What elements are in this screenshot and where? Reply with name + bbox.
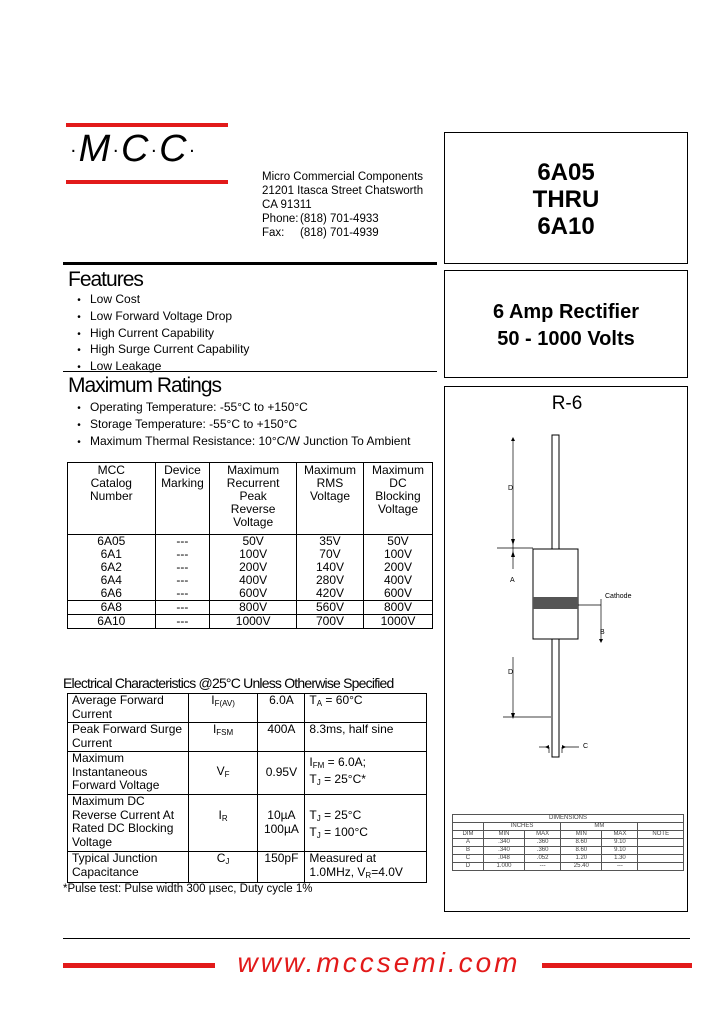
footer-left-bar <box>63 963 215 968</box>
param-cell: Maximum Instantaneous Forward Voltage <box>68 752 189 795</box>
product-title-line1: 6 Amp Rectifier <box>493 301 639 323</box>
logo-bottom-bar <box>66 180 228 184</box>
package-name: R-6 <box>551 393 583 414</box>
table-cell: 280V <box>297 574 364 587</box>
table-cell <box>638 855 684 863</box>
table-row <box>453 823 684 831</box>
table-row <box>68 852 427 883</box>
param-cell: Average Forward Current <box>68 694 189 723</box>
table-cell: 50V <box>363 535 432 549</box>
table-cell: 25.40 <box>561 863 602 871</box>
value-cell: 150pF <box>258 852 305 883</box>
table-cell: 1.30 <box>602 855 638 863</box>
feature-item: • High Current Capability <box>68 326 249 343</box>
table-row <box>68 795 427 852</box>
cathode-label: Cathode <box>605 593 632 600</box>
table-cell: 6A4 <box>68 574 156 587</box>
dimension-label-a: A <box>510 577 515 584</box>
table-cell: D <box>453 863 484 871</box>
part-number-box <box>444 132 688 264</box>
table-cell: .360 <box>525 839 561 847</box>
dimension-label-d-bottom: D <box>508 669 514 676</box>
table-cell: 420V <box>297 587 364 601</box>
condition-cell: $I_{FM} = 6.0A$; $T_J = 25^\circ C*$ <box>305 752 427 795</box>
part-number-line3: 6A10 <box>537 213 595 240</box>
logo-top-bar <box>66 123 228 127</box>
symbol-cell: $C_J$ <box>188 852 258 883</box>
table-row <box>453 815 684 823</box>
company-address <box>262 170 442 240</box>
table-cell <box>638 839 684 847</box>
table-cell <box>638 847 684 855</box>
electrical-table <box>67 693 427 883</box>
ratings-header-row <box>68 463 433 535</box>
table-row <box>453 855 684 863</box>
company-street: 21201 Itasca Street Chatsworth <box>262 185 424 197</box>
symbol-cell: $I_{FSM}$ <box>188 723 258 752</box>
table-cell: 560V <box>297 601 364 615</box>
table-row <box>68 535 433 549</box>
table-row <box>453 831 684 839</box>
dimensions-table <box>452 814 684 871</box>
table-cell <box>453 823 484 831</box>
company-city: CA 91311 <box>262 199 312 211</box>
footer-url[interactable]: www.mccsemi.com <box>237 947 521 978</box>
dimension-label-d-top: D <box>508 485 514 492</box>
footer-right-bar <box>542 963 692 968</box>
param-cell: Peak Forward Surge Current <box>68 723 189 752</box>
pulse-test-footnote: *Pulse test: Pulse width 300 µsec, Duty cycle 1% <box>63 883 313 895</box>
dim-group-header: MM <box>561 823 638 831</box>
company-phone: Phone: (818) 701-4933 <box>262 213 379 225</box>
table-row <box>68 615 433 629</box>
table-cell: 400V <box>210 574 297 587</box>
table-cell: .048 <box>483 855 524 863</box>
table-cell: 50V <box>210 535 297 549</box>
param-cell: Maximum DC Reverse Current At Rated DC Blocking Voltage <box>68 795 189 852</box>
table-row <box>453 847 684 855</box>
table-row <box>68 601 433 615</box>
dimensions-title: DIMENSIONS <box>453 815 684 823</box>
table-cell: 9.10 <box>602 839 638 847</box>
product-title-box <box>444 270 688 378</box>
table-row <box>68 587 433 601</box>
max-ratings-heading: Maximum Ratings <box>68 374 222 397</box>
table-cell: 6A10 <box>68 615 156 629</box>
table-cell: 200V <box>363 561 432 574</box>
value-cell: 400A <box>258 723 305 752</box>
table-cell: 200V <box>210 561 297 574</box>
table-cell: 800V <box>363 601 432 615</box>
company-fax: Fax: (818) 701-4939 <box>262 227 379 239</box>
dimension-label-c: C <box>583 743 589 750</box>
table-cell: --- <box>155 601 210 615</box>
condition-cell: 8.3ms, half sine <box>305 723 427 752</box>
table-cell: 600V <box>210 587 297 601</box>
dim-col-header: MAX <box>602 831 638 839</box>
dim-col-header: DIM <box>453 831 484 839</box>
table-cell: C <box>453 855 484 863</box>
diode-outline-drawing <box>445 417 689 837</box>
header-divider <box>63 262 437 265</box>
table-cell: --- <box>155 561 210 574</box>
table-cell: B <box>453 847 484 855</box>
table-cell: 1.20 <box>561 855 602 863</box>
table-cell: 35V <box>297 535 364 549</box>
ratings-header: Maximum RMS Voltage <box>297 463 364 535</box>
value-cell: 6.0A <box>258 694 305 723</box>
symbol-cell: $I_{F(AV)}$ <box>188 694 258 723</box>
param-cell: Typical Junction Capacitance <box>68 852 189 883</box>
table-cell: 8.60 <box>561 839 602 847</box>
footer-divider <box>63 938 690 939</box>
features-list <box>68 292 249 376</box>
table-cell: 70V <box>297 548 364 561</box>
table-cell: 6A05 <box>68 535 156 549</box>
table-cell: .340 <box>483 847 524 855</box>
dim-col-header: MIN <box>483 831 524 839</box>
condition-cell: $T_J = 25^\circ C$ $T_J = 100^\circ C$ <box>305 795 427 852</box>
table-cell: --- <box>155 587 210 601</box>
electrical-heading: Electrical Characteristics @25°C Unless Otherwise Specified <box>63 675 394 691</box>
table-cell: 1000V <box>363 615 432 629</box>
ratings-table <box>67 462 433 629</box>
dimension-label-b: B <box>600 629 605 636</box>
table-cell: --- <box>155 548 210 561</box>
table-cell: 700V <box>297 615 364 629</box>
table-cell: 9.10 <box>602 847 638 855</box>
table-cell: --- <box>155 615 210 629</box>
table-cell: 6A8 <box>68 601 156 615</box>
value-cell: 0.95V <box>258 752 305 795</box>
table-row <box>68 694 427 723</box>
table-cell: A <box>453 839 484 847</box>
symbol-cell: $V_F$ <box>188 752 258 795</box>
table-cell: 600V <box>363 587 432 601</box>
table-row <box>453 863 684 871</box>
rating-item: • Maximum Thermal Resistance: 10°C/W Junction To Ambient <box>68 434 410 451</box>
table-cell: 8.60 <box>561 847 602 855</box>
rating-item: • Operating Temperature: -55°C to +150°C <box>68 400 410 417</box>
company-name: Micro Commercial Components <box>262 171 424 183</box>
feature-item: • High Surge Current Capability <box>68 342 249 359</box>
table-cell: 100V <box>363 548 432 561</box>
feature-item: • Low Forward Voltage Drop <box>68 309 249 326</box>
table-row <box>68 723 427 752</box>
dim-col-header: MIN <box>561 831 602 839</box>
rating-item: • Storage Temperature: -55°C to +150°C <box>68 417 410 434</box>
table-cell: --- <box>155 574 210 587</box>
feature-item: • Low Cost <box>68 292 249 309</box>
table-cell: --- <box>525 863 561 871</box>
table-cell: 1000V <box>210 615 297 629</box>
dim-col-header: NOTE <box>638 831 684 839</box>
table-cell: 1.000 <box>483 863 524 871</box>
dim-group-header: INCHES <box>483 823 560 831</box>
dim-col-header: MAX <box>525 831 561 839</box>
table-row <box>68 752 427 795</box>
table-cell: 400V <box>363 574 432 587</box>
mcc-logo: ·M·C·C· <box>70 128 198 170</box>
condition-cell: Measured at 1.0MHz, $V_R=4.0V$ <box>305 852 427 883</box>
ratings-header: Maximum Recurrent Peak Reverse Voltage <box>210 463 297 535</box>
product-title-line2: 50 - 1000 Volts <box>497 328 635 350</box>
table-cell <box>638 823 684 831</box>
feature-item: • Low Leakage <box>68 359 249 376</box>
table-cell <box>638 863 684 871</box>
ratings-header: Device Marking <box>155 463 210 535</box>
part-number-line1: 6A05 <box>537 159 595 186</box>
condition-cell: $T_A = 60^\circ C$ <box>305 694 427 723</box>
part-number-line2: THRU <box>532 186 600 213</box>
value-cell: 10µA 100µA <box>258 795 305 852</box>
table-cell: 800V <box>210 601 297 615</box>
table-cell: --- <box>602 863 638 871</box>
symbol-cell: $I_R$ <box>188 795 258 852</box>
table-cell: .360 <box>525 847 561 855</box>
ratings-header: MCC Catalog Number <box>68 463 156 535</box>
table-cell: 100V <box>210 548 297 561</box>
table-row <box>453 839 684 847</box>
ratings-header: Maximum DC Blocking Voltage <box>363 463 432 535</box>
table-cell: 6A1 <box>68 548 156 561</box>
table-cell: .340 <box>483 839 524 847</box>
table-cell: 140V <box>297 561 364 574</box>
table-cell: 6A2 <box>68 561 156 574</box>
table-cell: --- <box>155 535 210 549</box>
features-heading: Features <box>68 268 143 291</box>
max-ratings-list <box>68 400 410 450</box>
table-cell: 6A6 <box>68 587 156 601</box>
table-cell: .052 <box>525 855 561 863</box>
